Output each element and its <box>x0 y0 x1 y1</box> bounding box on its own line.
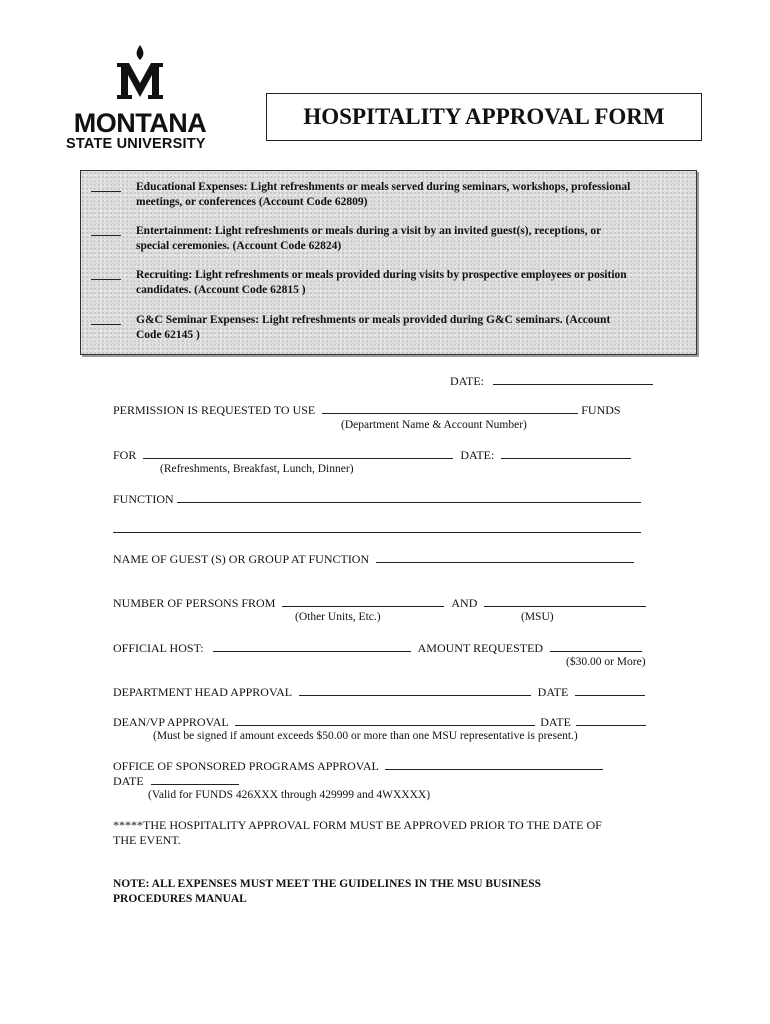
host-field[interactable] <box>213 640 411 652</box>
guest-field[interactable] <box>376 551 634 563</box>
guidelines-note <box>113 877 541 907</box>
category-educational-line2: meetings, or conferences (Account Code 62809) <box>136 196 368 208</box>
host-label: OFFICIAL HOST: <box>113 641 204 655</box>
osp-label: OFFICE OF SPONSORED PROGRAMS APPROVAL <box>113 759 379 773</box>
category-educational-line1: Educational Expenses: Light refreshments or meals served during seminars, workshops, professional <box>136 181 631 193</box>
dept-head-signature-field[interactable] <box>299 684 531 696</box>
prior-approval-notice <box>113 818 602 848</box>
function-field-continued[interactable] <box>113 532 641 533</box>
persons-msu-field[interactable] <box>484 595 646 607</box>
category-checkline-gc-seminar[interactable] <box>91 324 121 325</box>
dean-label: DEAN/VP APPROVAL <box>113 715 229 729</box>
category-checkline-entertainment[interactable] <box>91 235 121 236</box>
guest-row <box>113 551 634 567</box>
category-gc-seminar-line2: Code 62145 ) <box>136 329 200 341</box>
dept-head-row <box>113 684 645 700</box>
category-checkline-recruiting[interactable] <box>91 279 121 280</box>
osp-date-field[interactable] <box>151 773 239 785</box>
request-date-label: DATE: <box>450 374 484 388</box>
form-title-text: HOSPITALITY APPROVAL FORM <box>303 104 665 129</box>
category-entertainment-line2: special ceremonies. (Account Code 62824) <box>136 240 342 252</box>
category-educational <box>136 180 686 210</box>
dean-signature-field[interactable] <box>235 714 535 726</box>
osp-date-label: DATE <box>113 774 144 788</box>
msu-m-emblem-icon <box>115 45 165 100</box>
logo-state-university-text: STATE UNIVERSITY <box>66 136 206 152</box>
guidelines-note-line2: PROCEDURES MANUAL <box>113 893 247 905</box>
other-units-hint: (Other Units, Etc.) <box>295 611 381 623</box>
category-checkline-educational[interactable] <box>91 191 121 192</box>
category-recruiting-line2: candidates. (Account Code 62815 ) <box>136 284 306 296</box>
meal-type-field[interactable] <box>143 447 453 459</box>
event-date-field[interactable] <box>501 447 631 459</box>
permission-row <box>113 402 621 418</box>
category-gc-seminar-line1: G&C Seminar Expenses: Light refreshments or meals provided during G&C seminars. (Account <box>136 314 611 326</box>
dean-date-label: DATE <box>540 715 571 729</box>
dean-date-field[interactable] <box>576 714 646 726</box>
msu-hint: (MSU) <box>521 611 554 623</box>
function-row <box>113 491 641 507</box>
host-row <box>113 640 642 656</box>
and-label: AND <box>451 596 478 610</box>
amount-label: AMOUNT REQUESTED <box>417 641 544 655</box>
osp-signature-field[interactable] <box>385 758 603 770</box>
guidelines-note-line1: NOTE: ALL EXPENSES MUST MEET THE GUIDELINES IN THE MSU BUSINESS <box>113 878 541 890</box>
expense-category-box <box>80 170 697 355</box>
dept-head-label: DEPARTMENT HEAD APPROVAL <box>113 685 292 699</box>
prior-approval-line2: THE EVENT. <box>113 833 181 847</box>
meal-type-hint: (Refreshments, Breakfast, Lunch, Dinner) <box>160 463 354 475</box>
amount-hint: ($30.00 or More) <box>566 656 646 668</box>
msu-logo <box>60 40 220 155</box>
function-field[interactable] <box>177 491 641 503</box>
request-date-row <box>450 373 653 389</box>
prior-approval-line1: *****THE HOSPITALITY APPROVAL FORM MUST BE APPROVED PRIOR TO THE DATE OF <box>113 818 602 832</box>
category-recruiting <box>136 268 686 298</box>
guest-label: NAME OF GUEST (S) OR GROUP AT FUNCTION <box>113 552 370 566</box>
dean-hint: (Must be signed if amount exceeds $50.00 or more than one MSU representative is present.) <box>153 730 578 742</box>
event-date-label: DATE: <box>460 448 495 462</box>
logo-montana-text: MONTANA <box>73 108 207 138</box>
request-date-field[interactable] <box>493 373 653 385</box>
category-gc-seminar <box>136 313 686 343</box>
persons-other-units-field[interactable] <box>282 595 444 607</box>
funds-label: FUNDS <box>581 403 621 417</box>
form-title <box>266 93 702 141</box>
category-entertainment <box>136 224 686 254</box>
permission-label: PERMISSION IS REQUESTED TO USE <box>113 403 316 417</box>
category-recruiting-line1: Recruiting: Light refreshments or meals provided during visits by prospective employees or position <box>136 269 627 281</box>
osp-row <box>113 758 603 774</box>
amount-field[interactable] <box>550 640 642 652</box>
dept-head-date-label: DATE <box>537 685 569 699</box>
department-account-hint: (Department Name & Account Number) <box>341 419 527 431</box>
persons-row <box>113 595 646 611</box>
department-account-field[interactable] <box>322 402 578 414</box>
dean-row <box>113 714 646 730</box>
function-label: FUNCTION <box>113 492 174 506</box>
category-entertainment-line1: Entertainment: Light refreshments or meals during a visit by an invited guest(s), receptions, or <box>136 225 602 237</box>
for-label: FOR <box>113 448 137 462</box>
osp-hint: (Valid for FUNDS 426XXX through 429999 and 4WXXXX) <box>148 789 431 801</box>
persons-label: NUMBER OF PERSONS FROM <box>113 596 276 610</box>
osp-date-row <box>113 773 239 789</box>
for-row <box>113 447 631 463</box>
dept-head-date-field[interactable] <box>575 684 645 696</box>
